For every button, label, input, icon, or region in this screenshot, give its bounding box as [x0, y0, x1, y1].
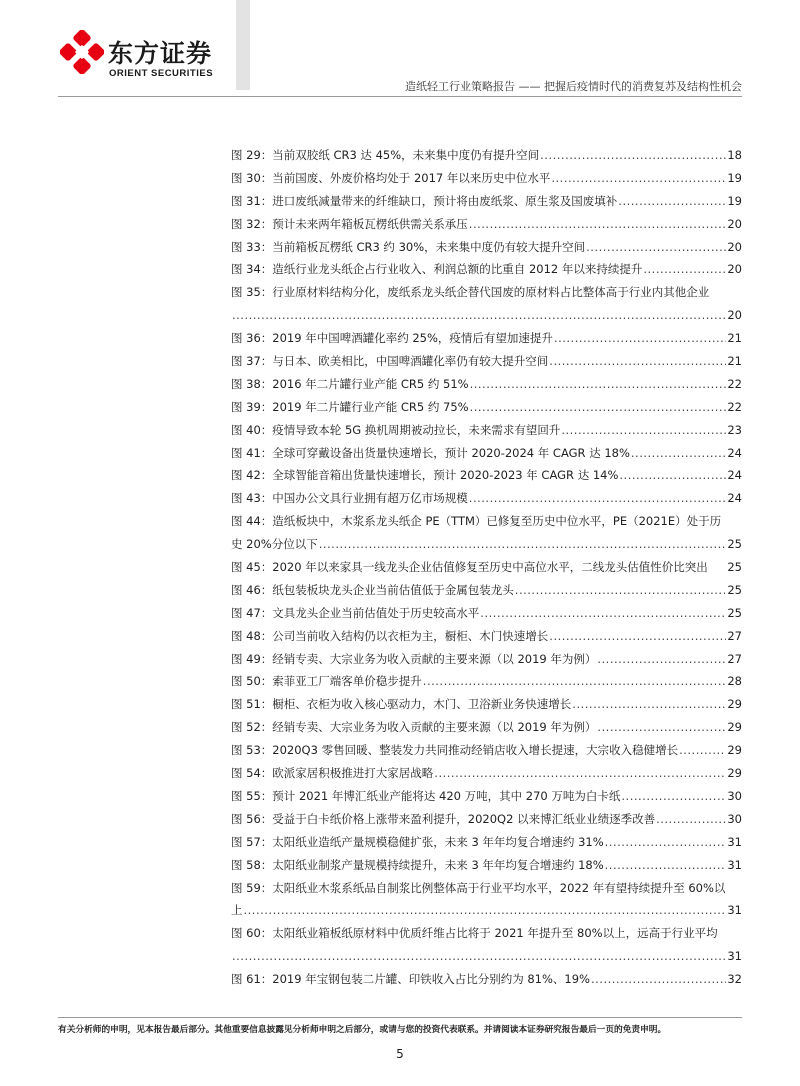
toc-entry-page: 31	[727, 949, 742, 964]
toc-entry-page: 29	[727, 720, 742, 735]
toc-leader-dots	[423, 670, 727, 693]
toc-leader-dots	[232, 304, 726, 327]
toc-leader-dots	[469, 487, 727, 510]
brand-logo	[60, 30, 230, 90]
toc-leader-dots	[586, 236, 726, 259]
toc-entry[interactable]	[231, 762, 742, 785]
toc-entry-title: 史 20%分位以下	[231, 537, 318, 552]
toc-entry[interactable]	[231, 190, 742, 213]
toc-entry-title: 图 38：2016 年二片罐行业产能 CR5 约 51%	[231, 376, 469, 391]
toc-leader-dots	[591, 968, 726, 991]
toc-entry[interactable]	[231, 693, 742, 716]
toc-entry-page: 29	[727, 697, 742, 712]
toc-entry-title: 图 53：2020Q3 零售回暖、整装发力共同推动经销店收入增长提速，大宗收入稳健增长	[231, 743, 679, 758]
toc-entry[interactable]	[231, 510, 742, 556]
toc-entry[interactable]	[231, 144, 742, 167]
toc-leader-dots	[572, 693, 726, 716]
toc-leader-dots	[554, 327, 726, 350]
toc-entry-page: 21	[727, 354, 742, 369]
toc-entry-page: 24	[727, 468, 742, 483]
toc-entry-page: 29	[727, 743, 742, 758]
toc-entry[interactable]	[231, 877, 742, 923]
toc-entry-page: 31	[727, 834, 742, 849]
toc-entry[interactable]	[231, 350, 742, 373]
toc-entry-title: 图 56：受益于白卡纸价格上涨带来盈利提升，2020Q2 以来博汇纸业业绩逐季改善	[231, 811, 656, 826]
toc-entry-page: 31	[727, 857, 742, 872]
toc-entry-page: 25	[727, 560, 742, 575]
toc-leader-dots	[631, 442, 726, 465]
toc-entry-title: 图 34：造纸行业龙头纸企占行业收入、利润总额的比重自 2012 年以来持续提升	[231, 262, 643, 277]
toc-entry[interactable]	[231, 808, 742, 831]
toc-entry-title: 图 47：文具龙头企业当前估值处于历史较高水平	[231, 605, 480, 620]
toc-entry-page: 24	[727, 491, 742, 506]
toc-leader-dots	[643, 258, 726, 281]
toc-entry[interactable]	[231, 785, 742, 808]
toc-entry-page: 24	[727, 445, 742, 460]
toc-leader-dots	[605, 831, 727, 854]
page-number: 5	[396, 1047, 404, 1061]
toc-entry-title: 图 37：与日本、欧美相比，中国啤酒罐化率仍有较大提升空间	[231, 354, 549, 369]
toc-entry-title: 图 31：进口废纸减量带来的纤维缺口，预计将由废纸浆、原生浆及国废填补	[231, 193, 618, 208]
toc-entry-title: 图 42：全球智能音箱出货量快速增长，预计 2020-2023 年 CAGR 达 14%	[231, 468, 619, 483]
toc-entry-page: 20	[727, 239, 742, 254]
toc-entry-page: 18	[727, 148, 742, 162]
toc-leader-dots	[549, 625, 726, 648]
toc-leader-dots	[515, 579, 727, 602]
toc-entry[interactable]	[231, 831, 742, 854]
toc-entry-page: 29	[727, 766, 742, 781]
footer-disclaimer: 有关分析师的申明，见本报告最后部分。其他重要信息披露见分析师申明之后部分，或请与您的投资代表联系。并请阅读本证券研究报告最后一页的免责申明。	[58, 1025, 667, 1035]
toc-entry-title: 图 55：预计 2021 年博汇纸业产能将达 420 万吨，其中 270 万吨为白卡纸	[231, 788, 621, 803]
brand-name-cn: 东方证券	[108, 39, 213, 68]
toc-entry-title: 图 57：太阳纸业造纸产量规模稳健扩张，未来 3 年年均复合增速约 31%	[231, 834, 604, 849]
footer-divider	[58, 1017, 742, 1018]
toc-entry-page: 27	[727, 651, 742, 666]
toc-entry-title: 图 48：公司当前收入结构仍以衣柜为主，橱柜、木门快速增长	[231, 628, 549, 643]
header-accent-bar	[236, 0, 250, 90]
toc-leader-dots	[232, 945, 726, 968]
toc-leader-dots	[619, 464, 726, 487]
toc-entry-title: 图 49：经销专卖、大宗业务为收入贡献的主要来源（以 2019 年为例）	[231, 651, 597, 666]
toc-leader-dots	[470, 373, 727, 396]
toc-entry-page: 25	[727, 605, 742, 620]
toc-entry-page: 23	[727, 422, 742, 437]
toc-entry-title: 图 32：预计未来两年箱板瓦楞纸供需关系承压	[231, 216, 468, 231]
toc-entry-title: 图 50：索菲亚工厂端客单价稳步提升	[231, 674, 422, 689]
toc-entry[interactable]	[231, 464, 742, 487]
toc-entry-title: 图 29：当前双胶纸 CR3 达 45%，未来集中度仍有提升空间	[231, 148, 540, 162]
toc-entry-title: 图 43：中国办公文具行业拥有超万亿市场规模	[231, 491, 468, 506]
toc-leader-dots	[244, 899, 727, 922]
toc-entry[interactable]	[231, 670, 742, 693]
toc-entry-title: 图 59：太阳纸业木浆系纸品自制浆比例整体高于行业平均水平，2022 年有望持续提升至 60%以	[231, 880, 726, 895]
toc-leader-dots	[434, 762, 726, 785]
toc-entry-title: 图 30：当前国废、外废价格均处于 2017 年以来历史中位水平	[231, 170, 551, 185]
toc-entry-title: 图 36：2019 年中国啤酒罐化率约 25%，疫情后有望加速提升	[231, 331, 553, 346]
toc-entry[interactable]	[231, 213, 742, 236]
header-divider	[58, 96, 742, 97]
figure-list	[231, 144, 742, 991]
toc-entry[interactable]	[231, 487, 742, 510]
toc-entry-page: 19	[727, 170, 742, 185]
toc-leader-dots	[480, 602, 726, 625]
toc-leader-dots	[540, 144, 726, 167]
toc-entry[interactable]	[231, 373, 742, 396]
toc-entry-page: 20	[727, 216, 742, 231]
toc-entry-title: 图 61：2019 年宝钢包装二片罐、印铁收入占比分别约为 81%、19%	[231, 972, 590, 987]
toc-entry-title: 图 51：橱柜、衣柜为收入核心驱动力，木门、卫浴新业务快速增长	[231, 697, 572, 712]
toc-entry[interactable]	[231, 258, 742, 281]
toc-entry-title: 图 41：全球可穿戴设备出货量快速增长，预计 2020-2024 年 CAGR 达 18%	[231, 445, 630, 460]
toc-entry-page: 31	[727, 903, 742, 918]
toc-leader-dots	[597, 716, 726, 739]
toc-entry-page: 27	[727, 628, 742, 643]
toc-entry-title: 图 35：行业原材料结构分化，废纸系龙头纸企替代国废的原材料占比整体高于行业内其他企业	[231, 285, 710, 300]
toc-entry-page: 19	[727, 193, 742, 208]
toc-leader-dots	[679, 739, 726, 762]
toc-entry[interactable]	[231, 419, 742, 442]
toc-entry-title: 图 45：2020 年以来家具一线龙头企业估值修复至历史中高位水平，二线龙头估值性价比突出	[231, 560, 708, 575]
toc-entry-page: 32	[727, 972, 742, 987]
toc-entry[interactable]	[231, 716, 742, 739]
toc-entry-title: 图 33：当前箱板瓦楞纸 CR3 约 30%，未来集中度仍有较大提升空间	[231, 239, 586, 254]
toc-entry[interactable]	[231, 922, 742, 968]
toc-leader-dots	[551, 167, 726, 190]
toc-entry-title: 上	[231, 903, 243, 918]
toc-entry[interactable]	[231, 854, 742, 877]
toc-entry[interactable]	[231, 281, 742, 327]
toc-entry-title: 图 52：经销专卖、大宗业务为收入贡献的主要来源（以 2019 年为例）	[231, 720, 597, 735]
toc-entry-page: 30	[727, 788, 742, 803]
orient-logo-icon	[60, 30, 104, 74]
toc-entry[interactable]	[231, 579, 742, 602]
toc-entry-page: 20	[727, 308, 742, 323]
toc-entry-title: 图 60：太阳纸业箱板纸原材料中优质纤维占比将于 2021 年提升至 80%以上，远高于行业平均	[231, 926, 718, 941]
toc-entry[interactable]	[231, 556, 742, 579]
toc-entry[interactable]	[231, 327, 742, 350]
toc-leader-dots	[656, 808, 726, 831]
toc-leader-dots	[470, 396, 727, 419]
toc-entry-title: 图 39：2019 年二片罐行业产能 CR5 约 75%	[231, 399, 469, 414]
toc-leader-dots	[319, 533, 727, 556]
toc-entry-title: 图 54：欧派家居积极推进打大家居战略	[231, 766, 434, 781]
toc-entry[interactable]	[231, 625, 742, 648]
toc-entry-title: 图 44：造纸板块中，木浆系龙头纸企 PE（TTM）已修复至历史中位水平，PE（2021E）处于历	[231, 514, 722, 529]
toc-entry-page: 22	[727, 399, 742, 414]
toc-entry[interactable]	[231, 739, 742, 762]
toc-entry[interactable]	[231, 648, 742, 671]
brand-name-en: ORIENT SECURITIES	[109, 68, 214, 79]
toc-entry-title: 图 46：纸包装板块龙头企业当前估值低于金属包装龙头	[231, 582, 514, 597]
toc-entry-page: 25	[727, 582, 742, 597]
toc-entry[interactable]	[231, 236, 742, 259]
toc-entry-title: 图 58：太阳纸业制浆产量规模持续提升，未来 3 年年均复合增速约 18%	[231, 857, 604, 872]
toc-entry-page: 28	[727, 674, 742, 689]
toc-leader-dots	[605, 854, 727, 877]
report-title: 造纸轻工行业策略报告 —— 把握后疫情时代的消费复苏及结构性机会	[405, 80, 742, 93]
toc-entry-title: 图 40：疫情导致本轮 5G 换机周期被动拉长，未来需求有望回升	[231, 422, 561, 437]
toc-entry-page: 20	[727, 262, 742, 277]
toc-leader-dots	[618, 190, 726, 213]
toc-entry-page: 30	[727, 811, 742, 826]
toc-leader-dots	[597, 648, 726, 671]
toc-entry[interactable]	[231, 396, 742, 419]
toc-leader-dots	[561, 419, 726, 442]
toc-leader-dots	[549, 350, 726, 373]
toc-leader-dots	[469, 213, 727, 236]
toc-entry-page: 22	[727, 376, 742, 391]
toc-leader-dots	[621, 785, 726, 808]
toc-entry[interactable]	[231, 442, 742, 465]
toc-entry-page: 21	[727, 331, 742, 346]
toc-entry[interactable]	[231, 968, 742, 991]
toc-entry-page: 25	[727, 537, 742, 552]
toc-entry[interactable]	[231, 167, 742, 190]
toc-entry[interactable]	[231, 602, 742, 625]
